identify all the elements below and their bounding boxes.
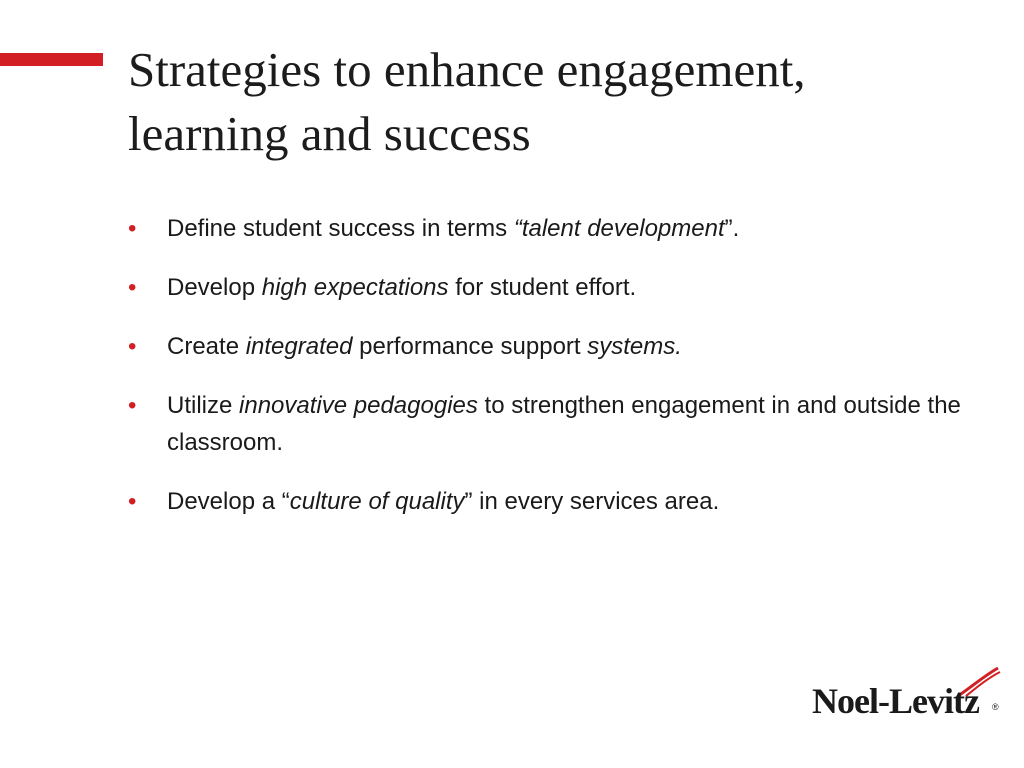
bullet-text: Define student success in terms — [167, 215, 514, 242]
bullet-text: Develop a “ — [167, 488, 290, 515]
bullet-text: to strengthen engagement in and outside the classroom. — [167, 392, 961, 456]
bullet-item — [128, 387, 998, 461]
bullet-text: Create — [167, 333, 246, 360]
bullet-emphasis-text: culture of quality — [289, 488, 465, 515]
bullet-dot-icon: • — [128, 488, 137, 515]
bullet-dot-icon: • — [128, 215, 137, 242]
noel-levitz-logo — [812, 666, 1002, 726]
bullet-text: ” in every services area. — [464, 488, 720, 515]
bullet-text: performance support — [352, 333, 588, 360]
slide-title-line-1: Strategies to enhance engagement, — [128, 42, 806, 97]
slide-title — [128, 38, 988, 166]
bullet-emphasis-text: systems. — [587, 333, 682, 360]
bullet-text: for student effort. — [448, 274, 637, 301]
bullet-text: Develop — [167, 274, 262, 301]
bullet-dot-icon: • — [128, 333, 137, 360]
bullet-item — [128, 269, 998, 306]
bullet-text: ”. — [724, 215, 740, 242]
bullet-item — [128, 483, 998, 520]
bullet-emphasis-text: high expectations — [261, 274, 449, 301]
bullet-list — [128, 210, 998, 542]
bullet-emphasis-text: integrated — [245, 333, 353, 360]
logo-text: Noel-Levitz — [812, 681, 979, 721]
bullet-emphasis-text: innovative pedagogies — [239, 392, 478, 419]
bullet-dot-icon: • — [128, 274, 137, 301]
bullet-dot-icon: • — [128, 392, 137, 419]
title-accent-bar — [0, 53, 103, 66]
bullet-emphasis-text: “talent development — [513, 215, 725, 242]
bullet-text: Utilize — [167, 392, 240, 419]
bullet-item — [128, 210, 998, 247]
bullet-item — [128, 328, 998, 365]
slide-title-line-2: learning and success — [128, 106, 531, 161]
logo-registered-mark: ® — [992, 702, 999, 712]
